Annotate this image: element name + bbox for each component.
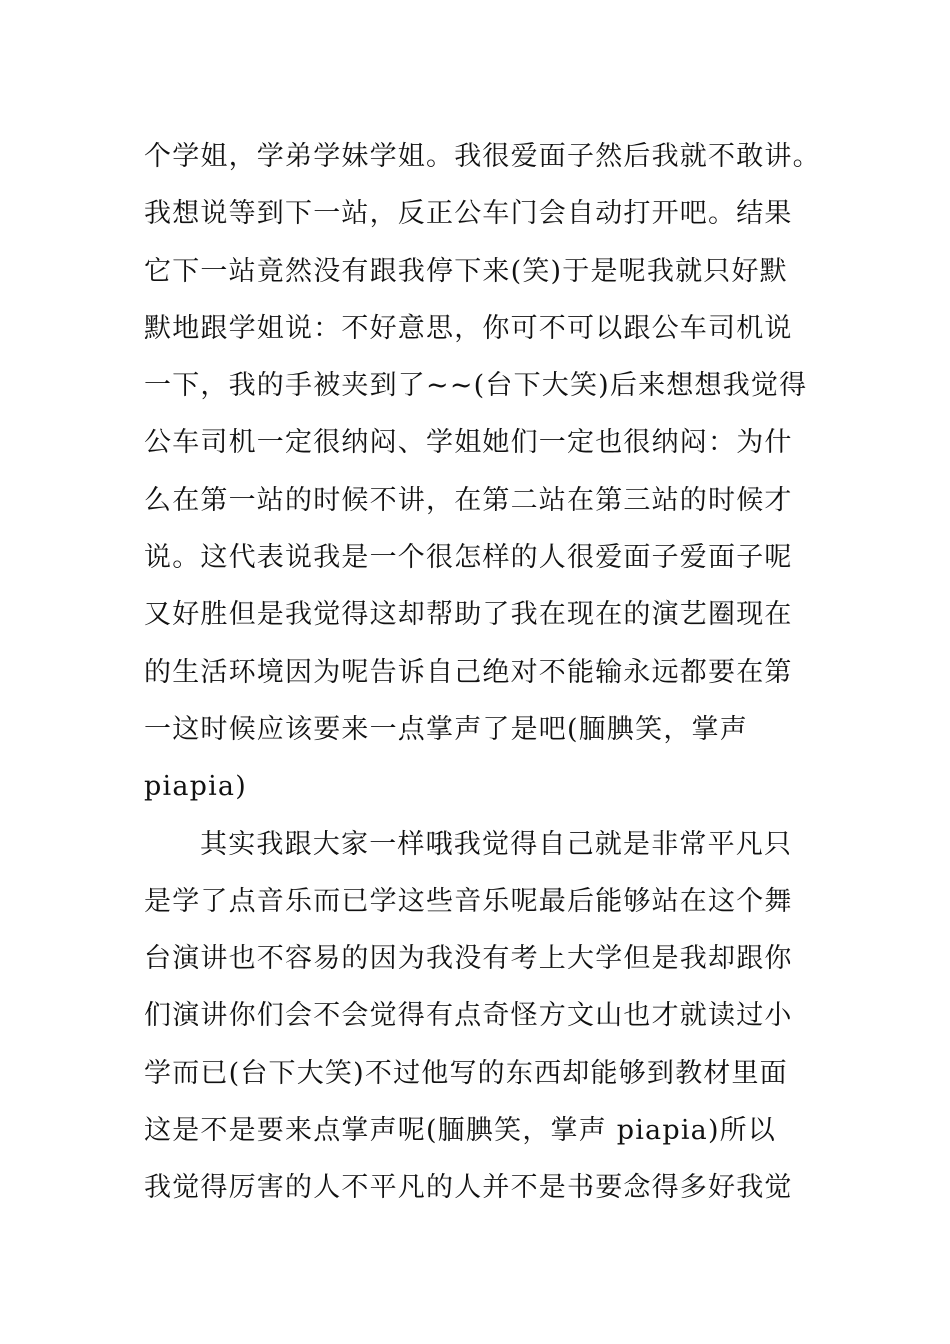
text-line: 又好胜但是我觉得这却帮助了我在现在的演艺圈现在 <box>144 599 793 631</box>
text-line: 台演讲也不容易的因为我没有考上大学但是我却跟你 <box>144 943 793 975</box>
text-line: 我想说等到下一站，反正公车门会自动打开吧。结果 <box>144 198 793 230</box>
text-line: 的生活环境因为呢告诉自己绝对不能输永远都要在第 <box>144 656 793 688</box>
text-line: 这是不是要来点掌声呢(腼腆笑，掌声 piapia)所以 <box>144 1115 777 1147</box>
text-line: 们演讲你们会不会觉得有点奇怪方文山也才就读过小 <box>144 1000 793 1032</box>
text-line: 一这时候应该要来一点掌声了是吧(腼腆笑，掌声 <box>144 713 748 745</box>
text-line: 它下一站竟然没有跟我停下来(笑)于是呢我就只好默 <box>144 255 788 287</box>
text-line: 么在第一站的时候不讲，在第二站在第三站的时候才 <box>144 484 793 516</box>
text-line: 是学了点音乐而已学这些音乐呢最后能够站在这个舞 <box>144 885 793 917</box>
text-line: 学而已(台下大笑)不过他写的东西却能够到教材里面 <box>144 1057 788 1089</box>
text-line: 说。这代表说我是一个很怎样的人很爱面子爱面子呢 <box>144 542 793 574</box>
body-text <box>144 128 844 1217</box>
text-line: 公车司机一定很纳闷、学姐她们一定也很纳闷：为什 <box>144 427 793 459</box>
text-line: 个学姐，学弟学妹学姐。我很爱面子然后我就不敢讲。 <box>144 141 821 172</box>
text-line: piapia) <box>144 771 247 803</box>
text-line: 一下，我的手被夹到了~~(台下大笑)后来想想我觉得 <box>144 370 808 402</box>
text-line: 我觉得厉害的人不平凡的人并不是书要念得多好我觉 <box>144 1172 793 1204</box>
text-line: 默地跟学姐说：不好意思，你可不可以跟公车司机说 <box>144 312 793 344</box>
paragraph-start-line: 其实我跟大家一样哦我觉得自己就是非常平凡只 <box>200 828 793 860</box>
